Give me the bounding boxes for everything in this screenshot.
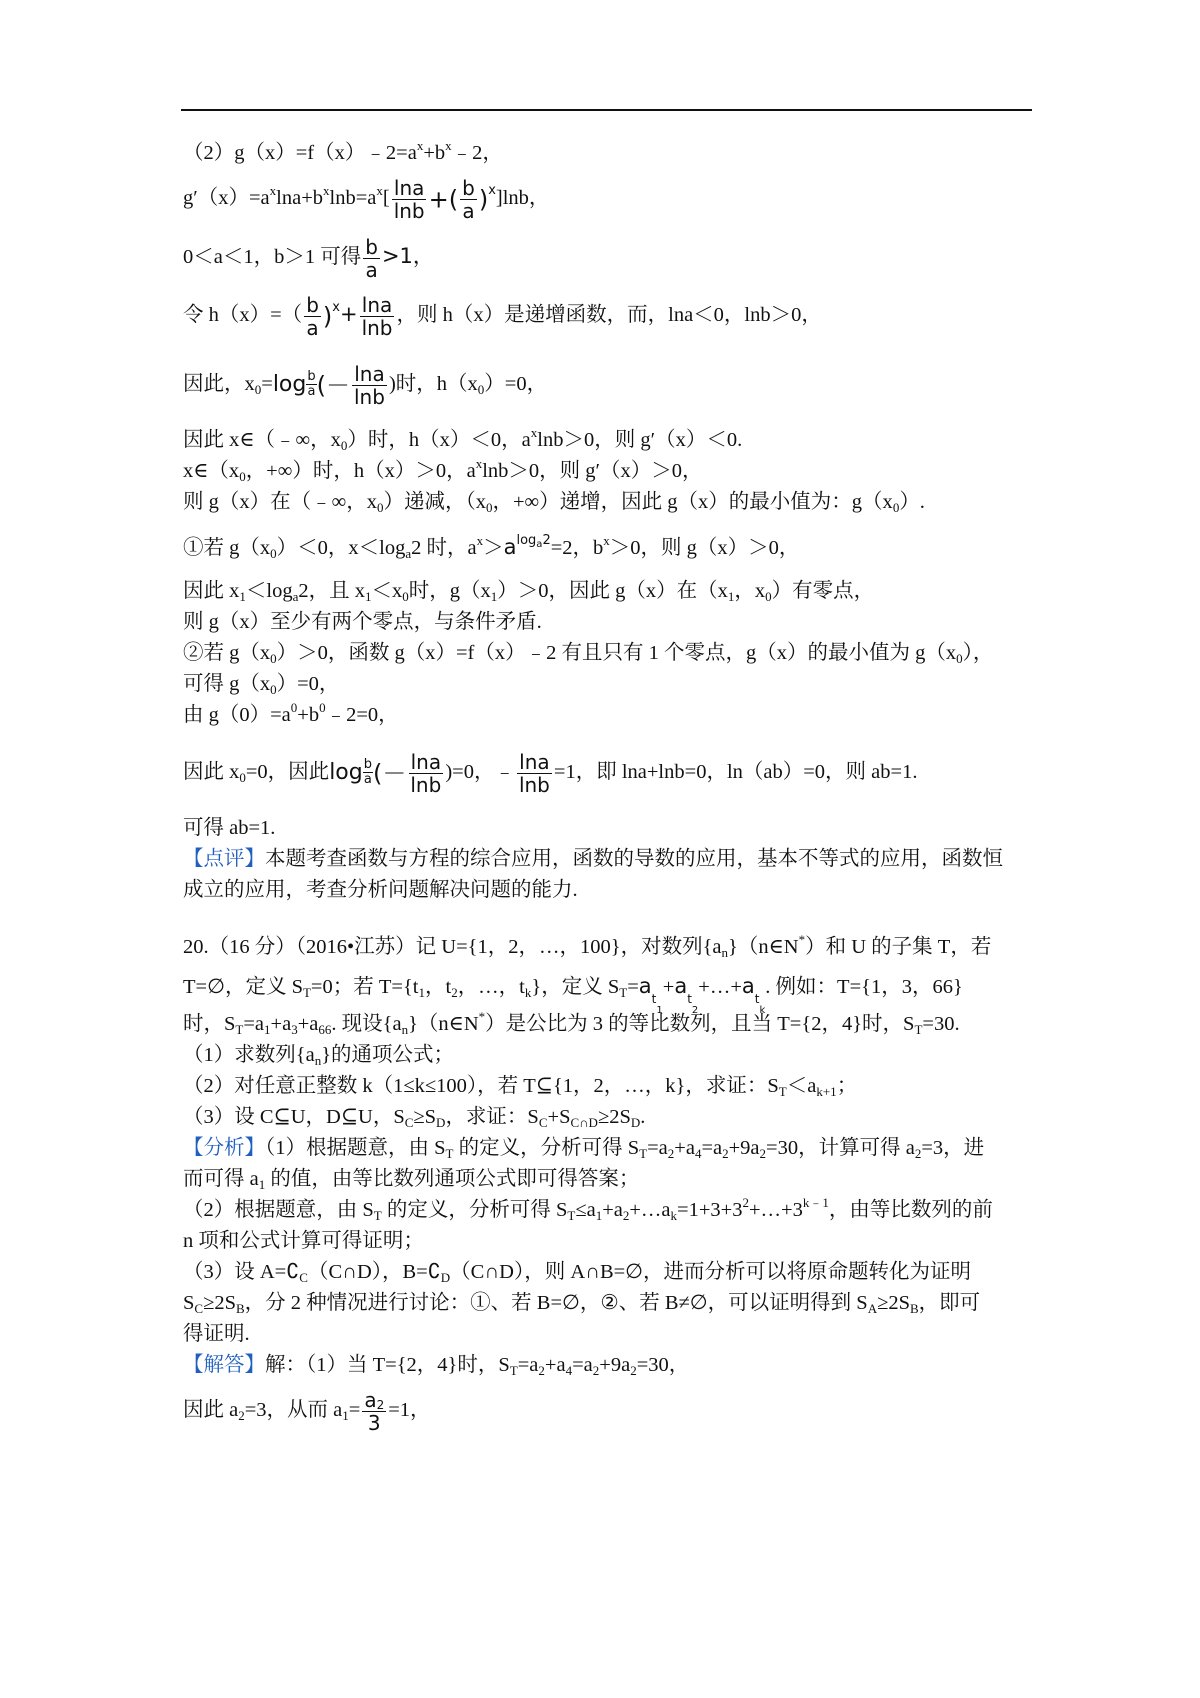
fraction-lna-lnb: $\frac{\ln a}{\ln b}$ xyxy=(393,175,425,223)
review-line-2: 成立的应用，考查分析问题解决问题的能力. xyxy=(183,879,578,901)
a-tk: $a_{t_k}$ xyxy=(741,974,766,1016)
fraction-lna-lnb: $\frac{\ln a}{\ln b}$ xyxy=(518,749,550,797)
log-expression: log b a xyxy=(272,369,316,400)
problem20-line-6: （3）设 C⊆U，D⊆U，$S_C\ge S_D$，求证：$S_C+S_{C\cap D}\ge 2S_D$. xyxy=(183,1106,646,1130)
solution-line-11: 则 g（x）至少有两个零点，与条件矛盾. xyxy=(183,611,542,633)
answer-line-1: 【解答】解：（1）当 T={2，4}时，$S_T=a_2+a_4=a_2+9a_2=30$， xyxy=(183,1354,690,1378)
solution-line-5: 因此，$x_0=$ log b a (－ $\frac{\ln a}{\ln b}$ )时，$h(x_0)=0$， xyxy=(183,355,1033,413)
fraction-lna-lnb: $\frac{\ln a}{\ln b}$ xyxy=(361,292,393,340)
solution-line-7: $x\in(x_0$，+∞）时，h（x）＞0，$a^x\ln b>0$，则 g′（x）＞0， xyxy=(183,456,703,484)
fraction-lna-lnb: $\frac{\ln a}{\ln b}$ xyxy=(354,361,385,409)
solution-line-6: 因此 x∈（﹣∞，$x_0$）时，h（x）＜0，$a^x\ln b>0$，则 g′（x）＜0. xyxy=(183,425,743,453)
solution-line-10: 因此 $x_1<\log_a2$，且 $x_1<x_0$时，$g(x_1)>0$，因此 g（x）在（$x_1$，$x_0$）有零点， xyxy=(183,580,875,604)
fraction-b-a: $\frac{b}{a}$ xyxy=(306,292,319,340)
solution-line-16: 可得 ab=1. xyxy=(183,817,276,839)
log-expression: log b a xyxy=(329,757,372,788)
analysis-line-3: （2）根据题意，由 $S_T$ 的定义，分析可得 $S_T\le a_1+a_2+\dots a_k=1+3+3^2+\dots+3^{k﹣1}$，由等比数列的前 xyxy=(183,1195,993,1223)
solution-line-9: ①若 $g(x_0)<0$，$x<\log_a2$ 时，$a^x>a^{log_a2}=2$，$b^x>0$，则 g（x）＞0， xyxy=(183,533,800,561)
analysis-line-2: 而可得 $a_1$ 的值，由等比数列通项公式即可得答案； xyxy=(183,1168,640,1192)
problem20-line-3: 时，$S_T=a_1+a_3+a_{66}$. 现设$\{a_n\}(n\in N^*)$是公比为 3 的等比数列，且当 T={2，4}时，$S_T=30$. xyxy=(183,1009,960,1037)
solution-line-15: 因此 $x_0=0$，因此 log b a (－ $\frac{\ln a}{\ln b}$ )=0，﹣ $\frac{\ln a}{\ln b}$ =1，即 lna+lnb=0，ln（ab）=0，则 ab=1. xyxy=(183,743,1033,801)
analysis-line-1: 【分析】（1）根据题意，由 $S_T$ 的定义，分析可得 $S_T=a_2+a_4=a_2+9a_2=30$，计算可得 $a_2=3$，进 xyxy=(183,1137,985,1161)
problem20-line-2: T=∅，定义 $S_T=0$；若 $T=\{t_1$，$t_2$，…，$t_k$}，定义 $S_T=a_{t_1}+a_{t_2}+\dots+a_{t_k}$. 例如：T={1，3，66} xyxy=(183,974,963,1016)
analysis-line-6: $S_C\ge 2S_B$，分 2 种情况进行讨论：①、若 B=∅，②、若 B≠∅，可以证明得到 $S_A\ge 2S_B$，即可 xyxy=(183,1292,981,1316)
review-line-1: 【点评】本题考查函数与方程的综合应用，函数的导数的应用，基本不等式的应用，函数恒 xyxy=(183,848,1003,870)
answer-line-2: 因此 $a_2=3$，从而 $a_1=$ $\frac{a_2}{3}$ =1， xyxy=(183,1387,431,1435)
fraction-a2-3: $\frac{a_2}{3}$ xyxy=(364,1387,385,1435)
document-body xyxy=(183,138,1033,1439)
a-t2: $a_{t_2}$ xyxy=(674,974,699,1016)
header-rule xyxy=(181,109,1032,111)
analysis-line-5: （3）设 $A=∁_C(C\cap D)$，$B=∁_D(C\cap D)$，则 A∩B=∅，进而分析可以将原命题转化为证明 xyxy=(183,1261,972,1285)
problem20-line-4: （1）求数列$\{a_n\}$的通项公式； xyxy=(183,1044,455,1068)
fraction-b-a: $\frac{b}{a}$ xyxy=(462,175,475,223)
solution-line-2: $g'(x)=a^x\ln a+b^x\ln b=a^x$[ $\frac{\ln a}{\ln b}$ +( $\frac{b}{a}$ )$^x$]lnb， xyxy=(183,175,550,223)
problem20-line-5: （2）对任意正整数 k（1≤k≤100），若 T⊆{1，2，…，k}，求证：$S_T<a_{k+1}$； xyxy=(183,1075,858,1099)
solution-line-12: ②若 $g(x_0)>0$，函数 g（x）=f（x）﹣2 有且只有 1 个零点，g（x）的最小值为 $g(x_0)$， xyxy=(183,642,994,666)
analysis-line-7: 得证明. xyxy=(183,1323,250,1345)
solution-line-13: 可得 $g(x_0)=0$， xyxy=(183,673,340,697)
analysis-line-4: n 项和公式计算可得证明； xyxy=(183,1230,424,1252)
solution-line-14: 由 $g(0)=a^0+b^0﹣2=0$， xyxy=(183,700,399,726)
problem20-line-1: 20.（16 分）（2016•江苏）记 U={1，2，…，100}，对数列$\{a_n\}(n\in N^*)$和 U 的子集 T，若 xyxy=(183,932,992,960)
fraction-lna-lnb: $\frac{\ln a}{\ln b}$ xyxy=(410,749,442,797)
solution-line-3: 0＜a＜1，b＞1 可得 $\frac{b}{a}$ >1， xyxy=(183,234,434,282)
a-t1: $a_{t_1}$ xyxy=(638,974,663,1016)
review-tag: 【点评】 xyxy=(183,848,265,870)
answer-tag: 【解答】 xyxy=(183,1354,265,1376)
solution-line-4: 令 h（x）=（ $\frac{b}{a}$ )$^x$+ $\frac{\ln a}{\ln b}$ ，则 h（x）是递增函数，而，lna＜0，lnb＞0， xyxy=(183,292,822,340)
solution-line-8: 则 g（x）在（﹣∞，$x_0$）递减，（$x_0$，+∞）递增，因此 g（x）的最小值为：$g(x_0)$. xyxy=(183,491,925,515)
fraction-b-a: $\frac{b}{a}$ xyxy=(365,234,378,282)
analysis-tag: 【分析】 xyxy=(183,1137,265,1159)
solution-line-1: $(2)g(x)=f(x)﹣2=a^x+b^x﹣2$， xyxy=(183,138,503,164)
